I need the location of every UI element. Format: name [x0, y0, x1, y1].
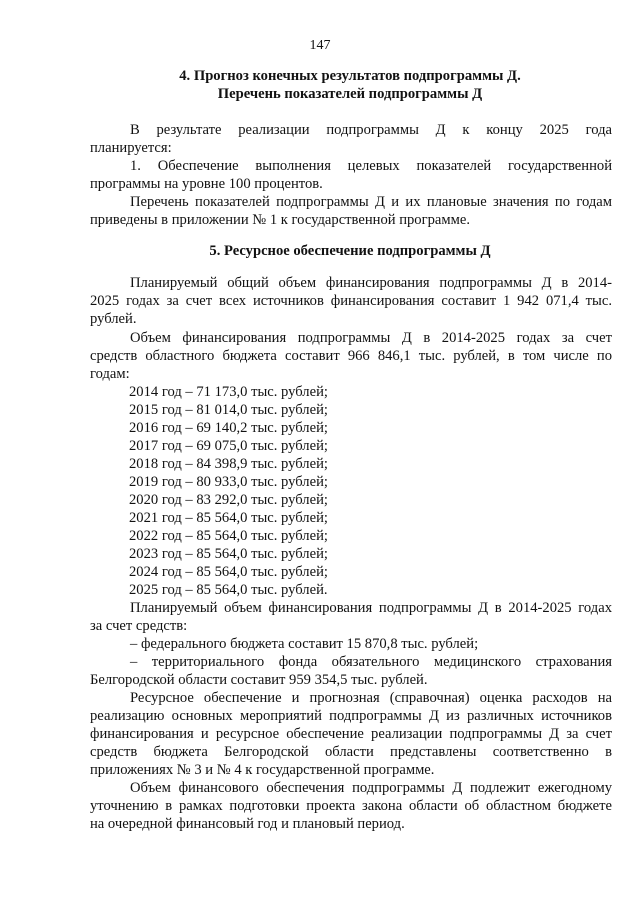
- list-item: 2019 год – 80 933,0 тыс. рублей;: [129, 474, 328, 490]
- text-line: Планируемый объем финансирования подпрограммы Д в 2014-2025 годах: [130, 600, 612, 616]
- list-item: 2014 год – 71 173,0 тыс. рублей;: [129, 384, 328, 400]
- text-line: Планируемый общий объем финансирования подпрограммы Д в 2014-: [130, 275, 612, 291]
- list-item: 2023 год – 85 564,0 тыс. рублей;: [129, 546, 328, 562]
- text-line: уточнению в рамках подготовки проекта закона области об областном бюджете: [90, 798, 612, 814]
- section-5-paragraph-7: [90, 779, 612, 833]
- text-line: за счет средств:: [90, 618, 188, 634]
- section-5-paragraph-6: [90, 689, 612, 779]
- text-line: приложениях № 3 и № 4 к государственной программе.: [90, 762, 435, 778]
- text-line: финансирования и ресурсное обеспечение реализации подпрограммы Д за счет: [90, 726, 612, 742]
- section-5-title: 5. Ресурсное обеспечение подпрограммы Д: [209, 243, 491, 259]
- list-item: 2025 год – 85 564,0 тыс. рублей.: [129, 582, 328, 598]
- text-line: реализацию основных мероприятий подпрограммы Д из различных источников: [90, 708, 612, 724]
- text-line: рублей.: [90, 311, 137, 327]
- section-5-paragraph-1: [90, 274, 612, 328]
- section-5-paragraph-5: [90, 653, 612, 689]
- section-4-paragraph-3: [90, 193, 612, 229]
- list-item: 2017 год – 69 075,0 тыс. рублей;: [129, 438, 328, 454]
- text-line: 1. Обеспечение выполнения целевых показателей государственной: [130, 158, 612, 174]
- text-line: Перечень показателей подпрограммы Д и их плановые значения по годам: [130, 194, 612, 210]
- yearly-funding-list: [129, 383, 328, 599]
- list-item: 2018 год – 84 398,9 тыс. рублей;: [129, 456, 328, 472]
- text-line: – федерального бюджета составит 15 870,8 тыс. рублей;: [130, 636, 479, 652]
- text-line: на очередной финансовый год и плановый период.: [90, 816, 405, 832]
- text-line: Объем финансового обеспечения подпрограммы Д подлежит ежегодному: [130, 780, 612, 796]
- text-line: программы на уровне 100 процентов.: [90, 176, 323, 192]
- text-line: В результате реализации подпрограммы Д к концу 2025 года: [130, 122, 612, 138]
- list-item: 2020 год – 83 292,0 тыс. рублей;: [129, 492, 328, 508]
- text-line: средств областного бюджета составит 966 846,1 тыс. рублей, в том числе по: [90, 348, 612, 364]
- list-item: 2024 год – 85 564,0 тыс. рублей;: [129, 564, 328, 580]
- list-item: 2016 год – 69 140,2 тыс. рублей;: [129, 420, 328, 436]
- section-4-title-line-2: Перечень показателей подпрограммы Д: [217, 86, 483, 102]
- text-line: Белгородской области составит 959 354,5 тыс. рублей.: [90, 672, 428, 688]
- page-number: 147: [309, 38, 331, 53]
- section-4-title-line-1: 4. Прогноз конечных результатов подпрограммы Д.: [179, 68, 521, 84]
- section-5-paragraph-4: [90, 635, 612, 653]
- text-line: планируется:: [90, 140, 172, 156]
- section-4-paragraph-2: [90, 157, 612, 193]
- text-line: годам:: [90, 366, 130, 382]
- list-item: 2021 год – 85 564,0 тыс. рублей;: [129, 510, 328, 526]
- section-5-paragraph-2: [90, 329, 612, 383]
- text-line: приведены в приложении № 1 к государственной программе.: [90, 212, 470, 228]
- text-line: – территориального фонда обязательного медицинского страхования: [130, 654, 612, 670]
- text-line: средств бюджета Белгородской области представлены соответственно в: [90, 744, 612, 760]
- section-4-paragraph-1: [90, 121, 612, 157]
- text-line: Ресурсное обеспечение и прогнозная (справочная) оценка расходов на: [130, 690, 612, 706]
- section-5-paragraph-3: [90, 599, 612, 635]
- text-line: Объем финансирования подпрограммы Д в 2014-2025 годах за счет: [130, 330, 612, 346]
- list-item: 2022 год – 85 564,0 тыс. рублей;: [129, 528, 328, 544]
- list-item: 2015 год – 81 014,0 тыс. рублей;: [129, 402, 328, 418]
- text-line: 2025 годах за счет всех источников финансирования составит 1 942 071,4 тыс.: [90, 293, 612, 309]
